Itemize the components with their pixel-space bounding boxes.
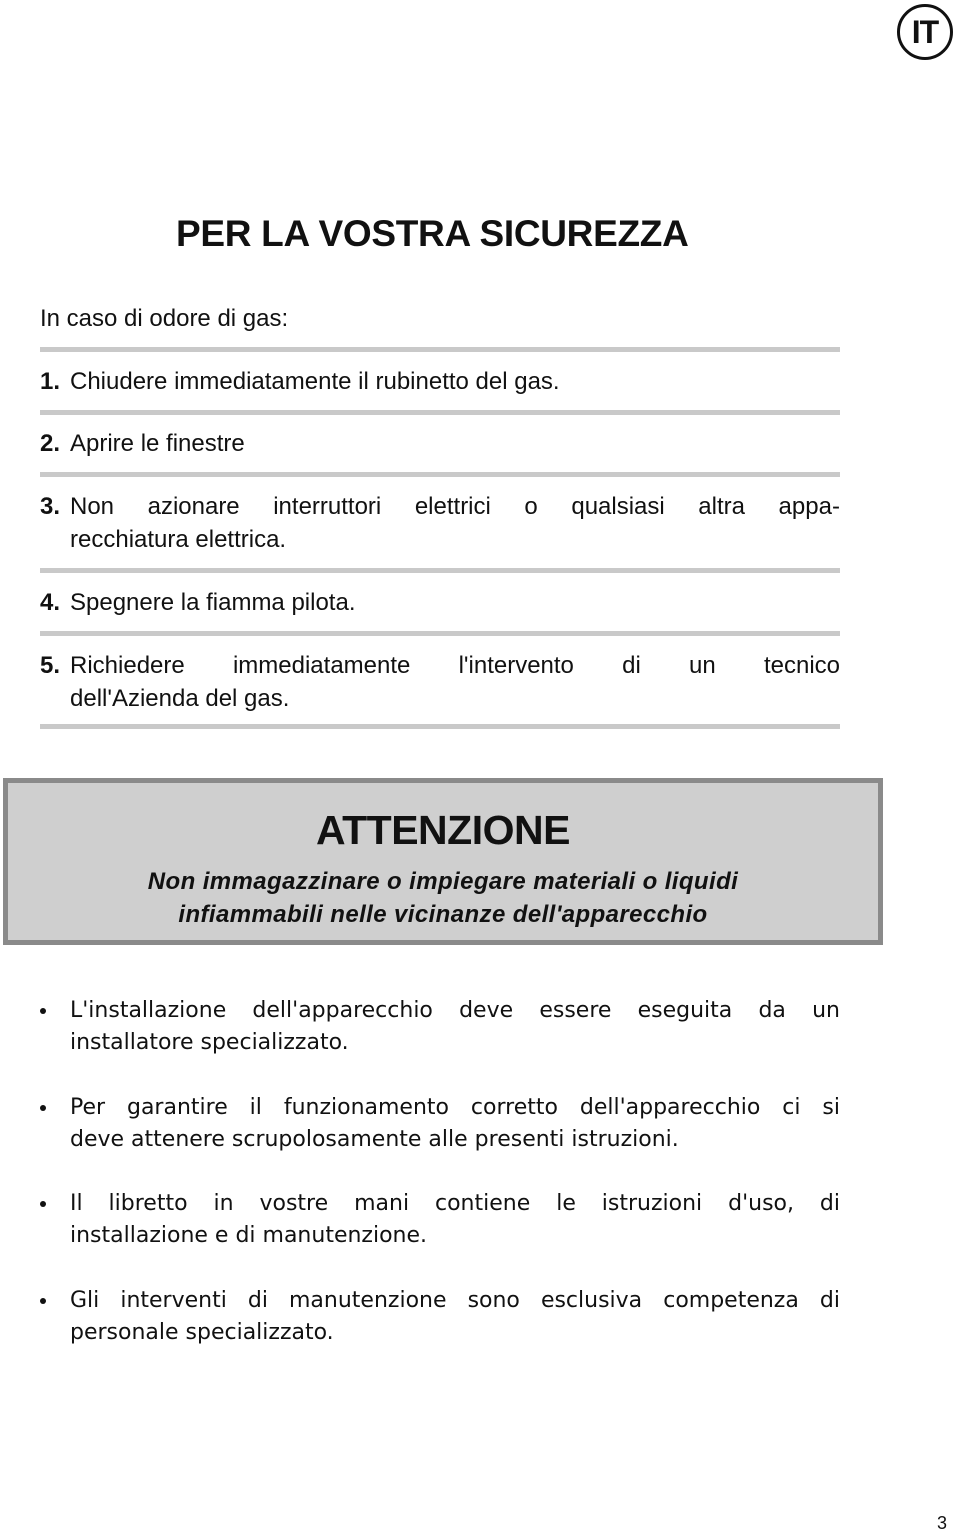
word: un <box>689 652 716 679</box>
word: o <box>524 493 538 520</box>
bullet-text-continuation: deve attenere scrupolosamente alle presenti istruzioni. <box>70 1127 679 1152</box>
bullet-item <box>40 1285 840 1349</box>
bullet-item <box>40 1188 840 1252</box>
step-number: 1. <box>40 368 61 395</box>
word: sono <box>467 1288 520 1313</box>
step-item <box>40 365 840 398</box>
word: deve <box>459 998 514 1023</box>
step-item <box>40 649 840 715</box>
step-number: 5. <box>40 652 61 679</box>
bullet-text-continuation: personale specializzato. <box>70 1320 334 1345</box>
step-text-continuation: dell'Azienda del gas. <box>70 685 290 712</box>
word: di <box>819 1288 840 1313</box>
word: contiene <box>435 1191 531 1216</box>
word: mani <box>354 1191 410 1216</box>
warning-line: infiammabili nelle vicinanze dell'apparecchio <box>178 901 708 928</box>
step-item <box>40 490 840 556</box>
bullet-text <box>40 1188 840 1220</box>
word: si <box>822 1095 840 1120</box>
word: funzionamento <box>283 1095 449 1120</box>
bullet-text <box>40 1092 840 1124</box>
word: dell'apparecchio <box>579 1095 761 1120</box>
step-number: 4. <box>40 589 61 616</box>
word: libretto <box>108 1191 188 1216</box>
step-text <box>70 649 840 682</box>
step-item <box>40 427 840 460</box>
word: interventi <box>120 1288 227 1313</box>
divider <box>40 724 840 729</box>
bullet-dot-icon <box>40 1201 46 1207</box>
divider <box>40 347 840 352</box>
word: di <box>622 652 641 679</box>
bullet-dot-icon <box>40 1008 46 1014</box>
warning-text <box>8 865 878 931</box>
word: azionare <box>147 493 240 520</box>
word: istruzioni <box>601 1191 703 1216</box>
word: un <box>812 998 840 1023</box>
step-text: Chiudere immediatamente il rubinetto del gas. <box>70 368 560 395</box>
warning-box <box>3 778 883 945</box>
word: qualsiasi <box>571 493 665 520</box>
language-badge: IT <box>897 4 953 60</box>
word: le <box>556 1191 576 1216</box>
divider <box>40 472 840 477</box>
word: altra <box>698 493 745 520</box>
step-number: 2. <box>40 430 61 457</box>
word: il <box>249 1095 262 1120</box>
word: L'installazione <box>70 998 227 1023</box>
word: di <box>247 1288 268 1313</box>
word: Per <box>70 1095 106 1120</box>
bullet-item <box>40 995 840 1059</box>
step-text: Spegnere la fiamma pilota. <box>70 589 356 616</box>
word: in <box>213 1191 234 1216</box>
divider <box>40 410 840 415</box>
bullet-text <box>40 995 840 1027</box>
word: essere <box>539 998 612 1023</box>
word: Gli <box>70 1288 100 1313</box>
step-item <box>40 586 840 619</box>
divider <box>40 568 840 573</box>
word: appa- <box>778 493 840 520</box>
word: d'uso, <box>728 1191 794 1216</box>
word: eseguita <box>637 998 733 1023</box>
word: competenza <box>663 1288 799 1313</box>
bullet-text-continuation: installatore specializzato. <box>70 1030 349 1055</box>
bullet-text <box>40 1285 840 1317</box>
step-text-continuation: recchiatura elettrica. <box>70 526 287 553</box>
bullet-item <box>40 1092 840 1156</box>
step-number: 3. <box>40 493 61 520</box>
word: da <box>758 998 786 1023</box>
bullet-dot-icon <box>40 1105 46 1111</box>
word: l'intervento <box>458 652 574 679</box>
word: tecnico <box>763 652 840 679</box>
word: vostre <box>259 1191 329 1216</box>
word: esclusiva <box>540 1288 643 1313</box>
word: corretto <box>470 1095 558 1120</box>
word: Il <box>70 1191 83 1216</box>
divider <box>40 631 840 636</box>
bullet-dot-icon <box>40 1298 46 1304</box>
word: ci <box>782 1095 801 1120</box>
warning-line: Non immagazzinare o impiegare materiali o liquidi <box>147 868 739 895</box>
intro-text: In caso di odore di gas: <box>40 305 289 332</box>
word: Richiedere <box>70 652 185 679</box>
word: garantire <box>126 1095 228 1120</box>
page-title: PER LA VOSTRA SICUREZZA <box>176 213 689 254</box>
word: immediatamente <box>232 652 411 679</box>
step-text: Aprire le finestre <box>70 430 245 457</box>
word: elettrici <box>414 493 491 520</box>
word: interruttori <box>273 493 382 520</box>
word: dell'apparecchio <box>252 998 433 1023</box>
step-text <box>70 490 840 523</box>
word: manutenzione <box>289 1288 447 1313</box>
page-number: 3 <box>937 1513 948 1533</box>
bullet-text-continuation: installazione e di manutenzione. <box>70 1223 428 1248</box>
word: Non <box>70 493 115 520</box>
warning-title: ATTENZIONE <box>316 807 570 853</box>
word: di <box>819 1191 840 1216</box>
